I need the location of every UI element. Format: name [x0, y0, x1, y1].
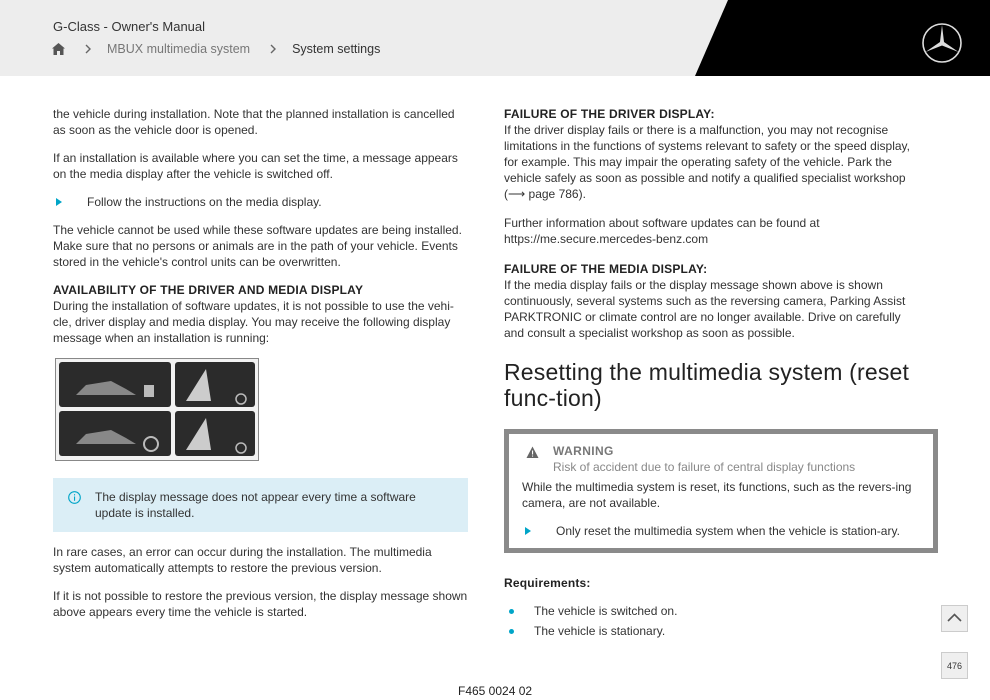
step-arrow-icon — [525, 527, 531, 535]
right-column — [504, 106, 916, 643]
chevron-right-icon — [81, 42, 95, 56]
info-icon — [68, 491, 81, 504]
warning-icon — [526, 446, 539, 459]
figure-code: F465 0024 02 — [458, 684, 533, 698]
document-title: G-Class - Owner's Manual — [53, 19, 206, 34]
paragraph: The vehicle cannot be used while these software updates are being installed. Make sure that no persons or animals are in the path of your vehicle. Events stored in the vehicle's control units can be overwritten. — [53, 223, 462, 269]
scroll-to-top-button[interactable] — [941, 605, 968, 632]
further-info-link[interactable]: Further information about software updates can be found at https://me.secure.mercedes-benz.com — [504, 216, 820, 246]
list-item: The vehicle is stationary. — [504, 623, 916, 639]
paragraph: If it is not possible to restore the previous version, the display message shown above appears every time the vehicle is started. — [53, 589, 468, 619]
warning-step — [522, 523, 923, 539]
availability-title: AVAILABILITY OF THE DRIVER AND MEDIA DISPLAY — [53, 283, 364, 297]
left-column — [53, 106, 468, 632]
breadcrumb-item-mbux[interactable]: MBUX multimedia system — [107, 42, 251, 56]
failure-media-text: If the media display fails or the display message shown above is shown continuously, several systems such as the reversing camera, Parking Assist PARKTRONIC or climate control are no longer available. Drive on carefully and consult a specialist workshop as soon as possible. — [504, 278, 906, 340]
requirements-list — [504, 603, 916, 639]
paragraph: the vehicle during installation. Note that the planned installation is cancelled as soon as the vehicle door is opened. — [53, 107, 455, 137]
display-message-image — [55, 358, 259, 461]
instruction-step — [53, 194, 468, 210]
failure-media-title: FAILURE OF THE MEDIA DISPLAY: — [504, 262, 708, 276]
info-note — [53, 478, 468, 532]
availability-text: During the installation of software updates, it is not possible to use the vehi-cle, driver display and media display. You may receive the following display message when an installation is running: — [53, 299, 454, 345]
warning-title: WARNING — [553, 444, 614, 458]
chevron-up-icon — [942, 606, 967, 631]
warning-text: While the multimedia system is reset, its functions, such as the revers-ing camera, are not available. — [522, 480, 912, 510]
info-note-text: The display message does not appear every time a software update is installed. — [95, 490, 416, 520]
failure-driver-title: FAILURE OF THE DRIVER DISPLAY: — [504, 107, 715, 121]
paragraph: In rare cases, an error can occur during the installation. The multimedia system automatically attempts to restore the previous version. — [53, 545, 432, 575]
failure-driver-text: If the driver display fails or there is a malfunction, you may not recognise limitations in the functions of systems relevant to safety or the speed display, for example. This may impair the operating safety of the vehicle. Park the vehicle safely as soon as possible and notify a qualified specialist workshop (⟶ page 786). — [504, 123, 910, 201]
section-heading: Resetting the multimedia system (reset func-tion) — [504, 359, 910, 411]
bullet-icon — [509, 629, 514, 634]
warning-step-text: Only reset the multimedia system when the vehicle is station-ary. — [556, 524, 900, 538]
step-text: Follow the instructions on the media display. — [87, 195, 322, 209]
warning-box — [504, 429, 938, 553]
header-bar — [0, 0, 990, 76]
chevron-right-icon — [266, 42, 280, 56]
breadcrumb — [52, 42, 380, 56]
warning-subtitle: Risk of accident due to failure of central display functions — [553, 460, 856, 474]
list-item: The vehicle is switched on. — [504, 603, 916, 619]
breadcrumb-item-system-settings: System settings — [292, 42, 381, 56]
warning-header — [522, 443, 923, 475]
mercedes-star-logo — [921, 22, 963, 64]
requirements-title: Requirements: — [504, 576, 591, 590]
home-icon[interactable] — [52, 43, 65, 55]
paragraph: If an installation is available where you can set the time, a message appears on the media display after the vehicle is switched off. — [53, 151, 458, 181]
step-arrow-icon — [56, 198, 62, 206]
bullet-icon — [509, 609, 514, 614]
page-indicator-button[interactable]: 476 — [941, 652, 968, 679]
